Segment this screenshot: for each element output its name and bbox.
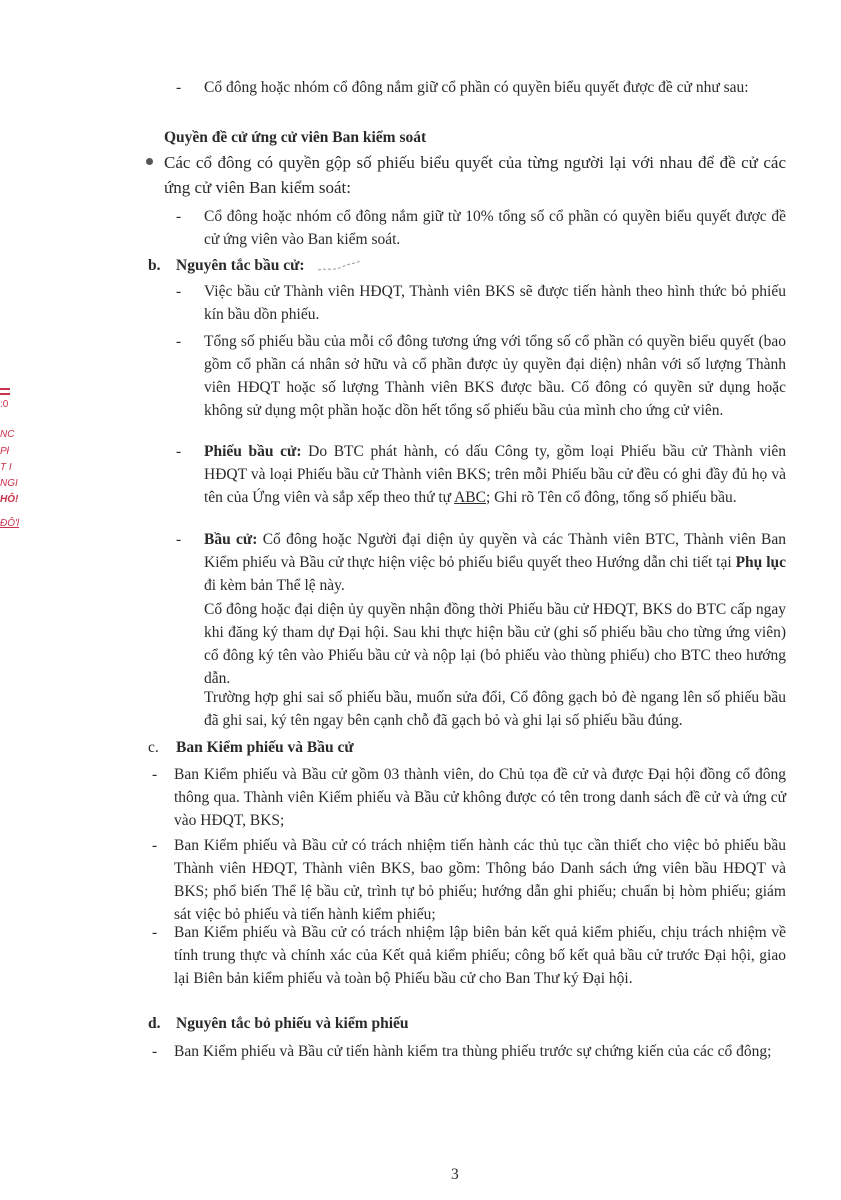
appendix-ref: Phụ lục <box>735 554 787 571</box>
section-d-marker: d. <box>148 1015 161 1032</box>
stamp-line <box>0 393 10 395</box>
abc-underlined: ABC <box>454 489 486 506</box>
stamp-text: NC <box>0 429 15 440</box>
list-dash: - <box>176 333 182 350</box>
list-dash: - <box>176 208 182 225</box>
section-d-item-1: Ban Kiểm phiếu và Bầu cử tiến hành kiểm tra thùng phiếu trước sự chứng kiến của các cổ đông; <box>174 1043 772 1060</box>
section-c-title: Ban Kiểm phiếu và Bầu cử <box>176 739 354 756</box>
ballot-label: Phiếu bầu cử: <box>204 443 302 460</box>
list-dash: - <box>152 924 158 941</box>
section-c-marker: c. <box>148 739 159 756</box>
paragraph-nominate: Cổ đông hoặc nhóm cổ đông nắm giữ cổ phần có quyền biểu quyết được đề cử như sau: <box>204 79 749 96</box>
section-b-paragraph-6: Trường hợp ghi sai số phiếu bầu, muốn sửa đổi, Cổ đông gạch bỏ đè ngang lên số phiếu bầu đã ghi sai, ký tên ngay bên cạnh chỗ đã gạch bỏ và ghi lại số phiếu bầu đúng. <box>204 689 786 729</box>
stamp-text: :0 <box>0 399 9 410</box>
voting-text-a: Cổ đông hoặc Người đại diện ủy quyền và các Thành viên BTC, Thành viên Ban Kiểm phiếu và Bầu cử thực hiện việc bỏ phiếu biểu quyết theo Hướng dẫn chi tiết tại <box>204 531 786 571</box>
stamp-text: Pł <box>0 446 9 457</box>
list-dash: - <box>152 1043 158 1060</box>
stamp-line <box>0 388 10 390</box>
section-b-item-4 <box>204 528 786 597</box>
section-b-title: Nguyên tắc bầu cử: <box>176 257 305 274</box>
voting-text-b: đi kèm bản Thể lệ này. <box>204 577 345 594</box>
section-c-item-3: Ban Kiểm phiếu và Bầu cử có trách nhiệm lập biên bản kết quả kiểm phiếu, chịu trách nhiệm về tính trung thực và chính xác của Kết quả kiểm phiếu; công bố kết quả bầu cử trước Đại hội, giao lại Biên bản kiểm phiếu và toàn bộ Phiếu bầu cử cho Ban Thư ký Đại hội. <box>174 924 786 987</box>
stamp-text: ĐÔ'l <box>0 518 20 529</box>
ballot-text-b: ; Ghi rõ Tên cổ đông, tổng số phiếu bầu. <box>485 489 737 506</box>
paragraph-10pct: Cổ đông hoặc nhóm cổ đông nắm giữ từ 10% tổng số cổ phần có quyền biểu quyết được đề cử ứng viên vào Ban kiểm soát. <box>204 208 786 248</box>
voting-label: Bầu cử: <box>204 531 258 548</box>
section-b-item-3 <box>204 440 786 509</box>
section-b-marker: b. <box>148 257 161 274</box>
section-c-item-1: Ban Kiểm phiếu và Bầu cử gồm 03 thành viên, do Chủ tọa đề cử và được Đại hội đồng cổ đông thông qua. Thành viên Kiểm phiếu và Bầu cử không được có tên trong danh sách đề cử và ứng cử vào HĐQT, BKS; <box>174 766 786 829</box>
heading-bks-nomination: Quyền đề cử ứng cử viên Ban kiểm soát <box>164 129 427 146</box>
ballot-text-a: Do BTC phát hành, có dấu Công ty, gồm loại Phiếu bầu cử Thành viên HĐQT và loại Phiếu bầu cử Thành viên BKS; trên mỗi Phiếu bầu cử đều có ghi đầy đủ họ và tên của Ứng viên và sắp xếp theo thứ tự <box>204 443 787 506</box>
section-b-paragraph-5: Cổ đông hoặc đại diện ủy quyền nhận đồng thời Phiếu bầu cử HĐQT, BKS do BTC cấp ngay khi đăng ký tham dự Đại hội. Sau khi thực hiện bầu cử (ghi số phiếu bầu cho từng ứng viên) cổ đông ký tên vào Phiếu bầu cử và nộp lại (bỏ phiếu vào thùng phiếu) cho BTC theo hướng dẫn. <box>204 601 786 687</box>
section-b-item-1: Việc bầu cử Thành viên HĐQT, Thành viên BKS sẽ được tiến hành theo hình thức bỏ phiếu kín bầu dồn phiếu. <box>204 283 786 323</box>
section-c-item-2: Ban Kiểm phiếu và Bầu cử có trách nhiệm tiến hành các thủ tục cần thiết cho việc bỏ phiếu bầu Thành viên HĐQT, Thành viên BKS, bao gồm: Thông báo Danh sách ứng viên bầu HĐQT và BKS; phổ biến Thể lệ bầu cử, trình tự bỏ phiếu; hướng dẫn ghi phiếu; chuẩn bị hòm phiếu; giám sát việc bỏ phiếu và tiến hành kiểm phiếu; <box>174 837 786 923</box>
bullet-icon <box>146 158 153 165</box>
pen-scribble <box>316 258 362 274</box>
list-dash: - <box>176 283 182 300</box>
stamp-text: NGI <box>0 478 18 489</box>
stamp-text: HÔ! <box>0 494 19 505</box>
list-dash: - <box>152 766 158 783</box>
stamp-text: T I <box>0 462 12 473</box>
list-dash: - <box>176 531 182 548</box>
bullet-paragraph: Các cổ đông có quyền gộp số phiếu biểu quyết của từng người lại với nhau để đề cử các ứng cử viên Ban kiểm soát: <box>164 153 786 197</box>
section-d-title: Nguyên tắc bỏ phiếu và kiểm phiếu <box>176 1015 409 1032</box>
section-b-item-2: Tổng số phiếu bầu của mỗi cổ đông tương ứng với tổng số cổ phần có quyền biểu quyết (bao gồm cổ phần cá nhân sở hữu và cổ phần được ủy quyền đại diện) nhân với số lượng Thành viên HĐQT hoặc số lượng Thành viên BKS được bầu. Cổ đông có quyền sử dụng hoặc không sử dụng một phần hoặc dồn hết tổng số phiếu bầu của mình cho ứng cử viên. <box>204 333 786 419</box>
list-dash: - <box>152 837 158 854</box>
page-number: 3 <box>451 1166 459 1183</box>
list-dash: - <box>176 79 182 96</box>
list-dash: - <box>176 443 182 460</box>
